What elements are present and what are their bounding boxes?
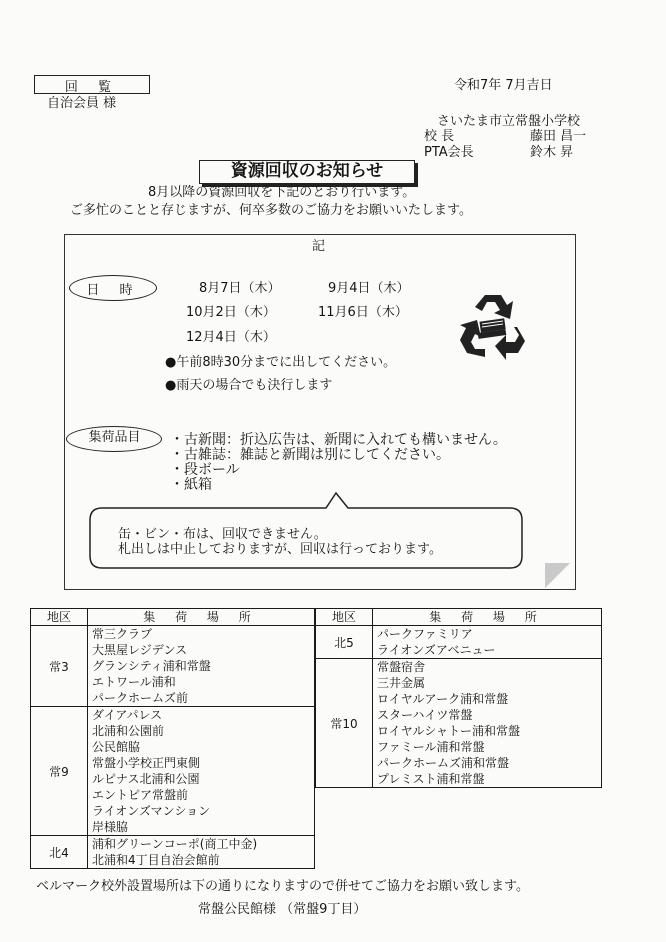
district-cell: 常3 bbox=[31, 626, 88, 707]
ki-heading: 記 bbox=[312, 239, 326, 254]
header-place: 集 荷 場 所 bbox=[88, 609, 315, 626]
place-cell: エントピア常盤前 bbox=[88, 787, 315, 803]
item-cardboard: ・段ボール bbox=[170, 462, 240, 478]
cannot-collect-note: 缶・ビン・布は、回収できません。 bbox=[118, 527, 327, 542]
collection-date: 9月4日（木） bbox=[328, 281, 410, 296]
kairan-label: 回 覧 bbox=[64, 80, 120, 95]
place-cell: パークファミリア bbox=[373, 626, 602, 643]
district-cell: 北4 bbox=[31, 836, 88, 869]
place-cell: 三井金属 bbox=[373, 675, 602, 691]
place-cell: 岸様脇 bbox=[88, 819, 315, 836]
place-cell: 常盤小学校正門東側 bbox=[88, 755, 315, 771]
page-curl bbox=[545, 563, 570, 588]
place-cell: ルピナス北浦和公園 bbox=[88, 771, 315, 787]
place-cell: プレミスト浦和常盤 bbox=[373, 771, 602, 788]
collection-table-left bbox=[30, 608, 315, 869]
header-place: 集 荷 場 所 bbox=[373, 609, 602, 626]
schedule-label: 日 時 bbox=[86, 283, 141, 298]
place-cell: 浦和グリーンコーポ(商工中金) bbox=[88, 836, 315, 853]
collection-table-right bbox=[315, 608, 602, 788]
collection-date: 8月7日（木） bbox=[199, 281, 281, 296]
item-newspaper: ・古新聞：折込広告は、新聞に入れても構いません。 bbox=[170, 432, 507, 448]
place-cell: 北浦和公園前 bbox=[88, 723, 315, 739]
addressee: 自治会員 様 bbox=[47, 96, 117, 111]
place-cell: 公民館脇 bbox=[88, 739, 315, 755]
items-label: 集荷品目 bbox=[88, 430, 141, 445]
issue-date: 令和7年 7月吉日 bbox=[454, 78, 553, 93]
header-district: 地区 bbox=[31, 609, 88, 626]
district-cell: 北5 bbox=[316, 626, 373, 659]
place-cell: ファミール浦和常盤 bbox=[373, 739, 602, 755]
intro-line-1: 8月以降の資源回収を下記のとおり行います。 bbox=[148, 185, 416, 200]
place-cell: パークホームズ前 bbox=[88, 690, 315, 707]
place-cell: 常盤宿舎 bbox=[373, 659, 602, 676]
principal-title: 校 長 bbox=[424, 129, 455, 144]
collection-date: 11月6日（木） bbox=[318, 305, 408, 320]
place-cell: ダイアパレス bbox=[88, 707, 315, 724]
recycle-icon bbox=[455, 287, 530, 362]
principal-name: 藤田 昌一 bbox=[530, 129, 587, 144]
district-cell: 常9 bbox=[31, 707, 88, 836]
place-cell: 常三クラブ bbox=[88, 626, 315, 643]
place-cell: ライオンズマンション bbox=[88, 803, 315, 819]
collection-date: 12月4日（木） bbox=[186, 330, 276, 345]
place-cell: ライオンズアベニュー bbox=[373, 642, 602, 659]
pta-title: PTA会長 bbox=[424, 145, 474, 160]
place-cell: エトワール浦和 bbox=[88, 674, 315, 690]
intro-line-2: ご多忙のことと存じますが、何卒多数のご協力をお願いいたします。 bbox=[70, 203, 472, 218]
item-magazine: ・古雑誌：雑誌と新聞は別にしてください。 bbox=[170, 447, 450, 463]
place-cell: ロイヤルアーク浦和常盤 bbox=[373, 691, 602, 707]
collection-date: 10月2日（木） bbox=[186, 305, 276, 320]
district-cell: 常10 bbox=[316, 659, 373, 788]
place-cell: ロイヤルシャトー浦和常盤 bbox=[373, 723, 602, 739]
bellmark-place: 常盤公民館様 （常盤9丁目） bbox=[198, 902, 367, 917]
time-note: ●午前8時30分までに出してください。 bbox=[165, 355, 397, 370]
rain-note: ●雨天の場合でも決行します bbox=[165, 378, 333, 393]
school-name: さいたま市立常盤小学校 bbox=[437, 114, 581, 129]
page-title: 資源回収のお知らせ bbox=[230, 161, 384, 181]
pta-name: 鈴木 昇 bbox=[530, 145, 574, 160]
place-cell: 北浦和4丁目自治会館前 bbox=[88, 852, 315, 869]
sticker-note: 札出しは中止しておりますが、回収は行っております。 bbox=[118, 542, 442, 557]
place-cell: スターハイツ常盤 bbox=[373, 707, 602, 723]
item-paperbox: ・紙箱 bbox=[170, 477, 212, 493]
place-cell: グランシティ浦和常盤 bbox=[88, 658, 315, 674]
place-cell: 大黒屋レジデンス bbox=[88, 642, 315, 658]
place-cell: パークホームズ浦和常盤 bbox=[373, 755, 602, 771]
header-district: 地区 bbox=[316, 609, 373, 626]
bellmark-note: ベルマーク校外設置場所は下の通りになりますので併せてご協力をお願い致します。 bbox=[36, 879, 529, 894]
